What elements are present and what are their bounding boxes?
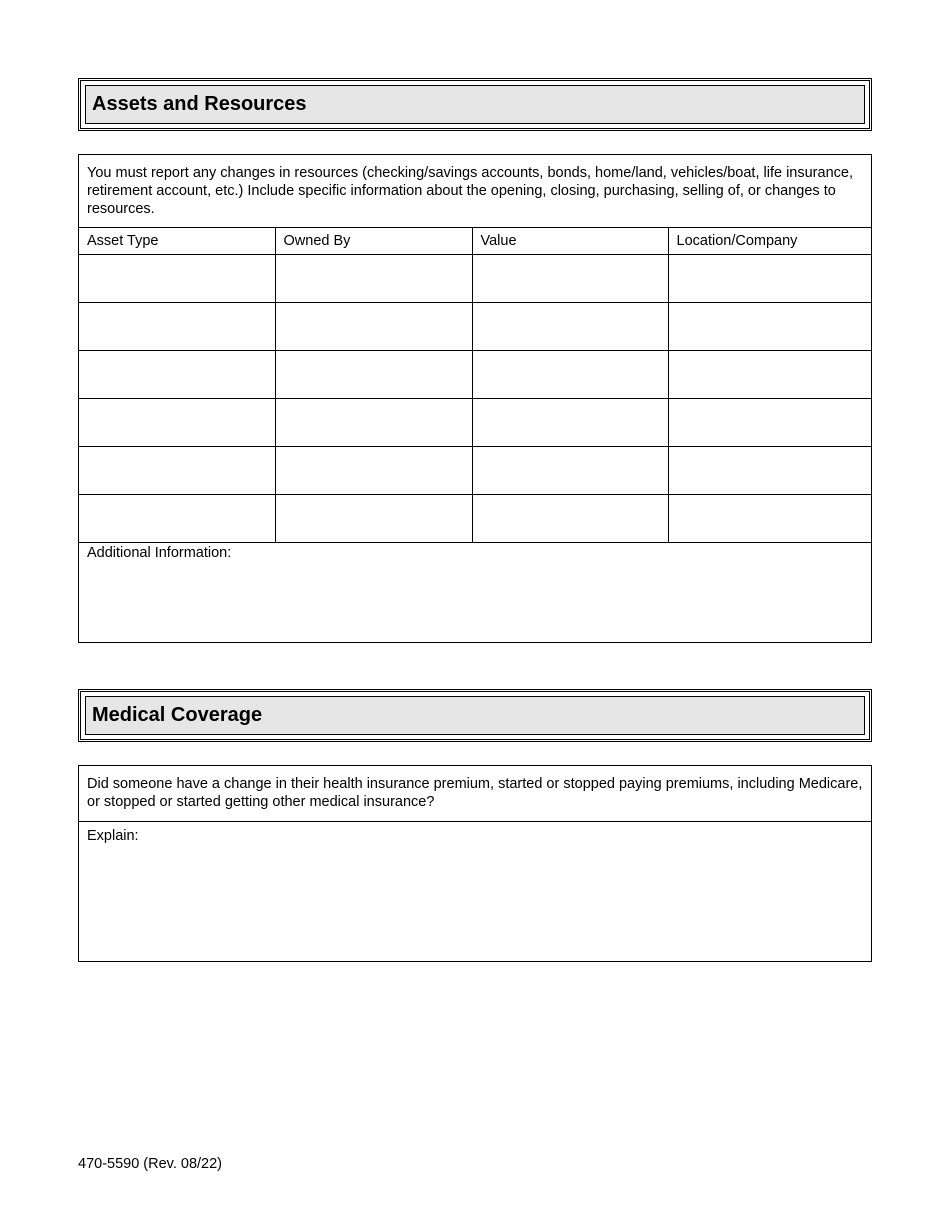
form-number: 470-5590 (Rev. 08/22) (78, 1156, 223, 1172)
column-header-value: Value (472, 228, 668, 255)
assets-section-title: Assets and Resources (85, 85, 865, 124)
value-field[interactable] (472, 255, 668, 303)
assets-table-header-row (79, 228, 871, 255)
location-company-field[interactable] (668, 399, 871, 447)
asset-type-field[interactable] (79, 303, 275, 351)
table-row (79, 447, 871, 495)
column-header-asset-type: Asset Type (79, 228, 275, 255)
medical-section-title: Medical Coverage (85, 696, 865, 735)
value-field[interactable] (472, 495, 668, 543)
table-row (79, 303, 871, 351)
table-row (79, 495, 871, 543)
owned-by-field[interactable] (275, 351, 472, 399)
asset-type-field[interactable] (79, 399, 275, 447)
column-header-location-company: Location/Company (668, 228, 871, 255)
location-company-field[interactable] (668, 351, 871, 399)
asset-type-field[interactable] (79, 495, 275, 543)
location-company-field[interactable] (668, 495, 871, 543)
value-field[interactable] (472, 399, 668, 447)
asset-type-field[interactable] (79, 351, 275, 399)
assets-box (78, 154, 872, 643)
owned-by-field[interactable] (275, 447, 472, 495)
value-field[interactable] (472, 447, 668, 495)
location-company-field[interactable] (668, 447, 871, 495)
column-header-owned-by: Owned By (275, 228, 472, 255)
assets-instructions: You must report any changes in resources (checking/savings accounts, bonds, home/land, vehicles/boat, life insurance, retirement account, etc.) Include specific information about the opening, closing, purchasing, selling of, or changes to resources. (79, 155, 871, 228)
additional-information-field[interactable] (79, 543, 871, 642)
owned-by-field[interactable] (275, 255, 472, 303)
owned-by-field[interactable] (275, 399, 472, 447)
explain-label: Explain: (87, 828, 139, 844)
owned-by-field[interactable] (275, 303, 472, 351)
table-row (79, 255, 871, 303)
assets-section-header (78, 78, 872, 131)
medical-question: Did someone have a change in their health insurance premium, started or stopped paying premiums, including Medicare, or stopped or started getting other medical insurance? (79, 766, 871, 822)
value-field[interactable] (472, 351, 668, 399)
assets-table (79, 228, 871, 543)
value-field[interactable] (472, 303, 668, 351)
table-row (79, 399, 871, 447)
table-row (79, 351, 871, 399)
additional-information-label: Additional Information: (87, 545, 232, 561)
medical-box (78, 765, 872, 962)
medical-section-header (78, 689, 872, 742)
location-company-field[interactable] (668, 303, 871, 351)
asset-type-field[interactable] (79, 447, 275, 495)
location-company-field[interactable] (668, 255, 871, 303)
owned-by-field[interactable] (275, 495, 472, 543)
explain-field[interactable] (79, 822, 871, 961)
asset-type-field[interactable] (79, 255, 275, 303)
